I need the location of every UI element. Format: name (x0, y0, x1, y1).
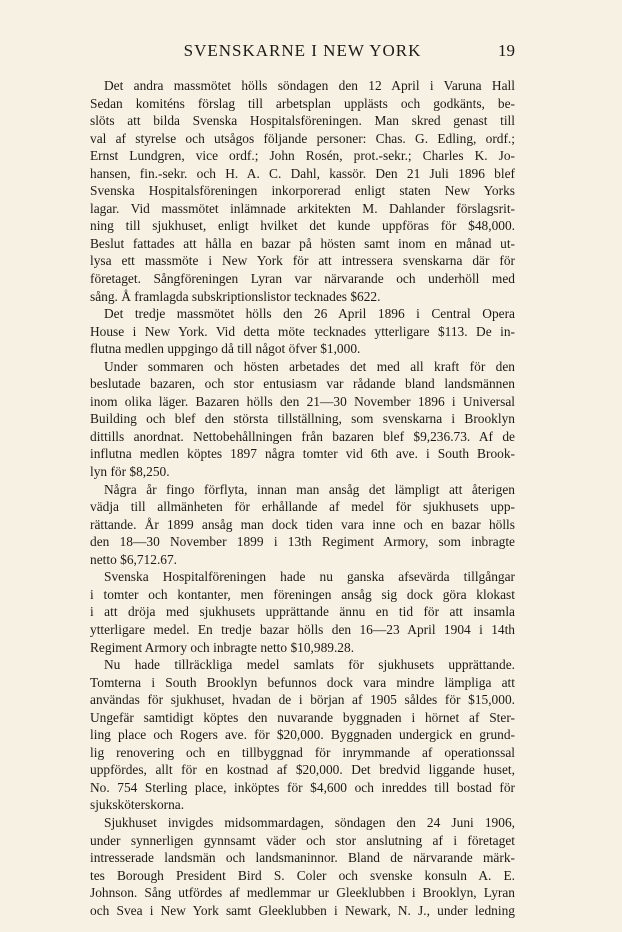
paragraph (90, 358, 515, 481)
text-line: lagar. Vid massmötet inlämnade arkitekten M. Dahlander förslagsrit- (90, 200, 515, 216)
text-line: slöts att bilda Svenska Hospitalsföreningen. Man skred genast till (90, 113, 515, 129)
paragraph (90, 481, 515, 569)
text-line: lig renovering och en tillbyggnad för inrymmande af operationssal (90, 744, 515, 760)
text-line: i tomter och kontanter, men föreningen ansåg sig dock göra klokast (90, 586, 515, 602)
text-line: Beslut fattades att hålla en bazar på hösten samt inom en månad ut- (90, 235, 515, 251)
paragraph (90, 656, 515, 814)
text-line: sång. Å framlagda subskriptionslistor tecknades $622. (90, 288, 381, 304)
text-line: flutna medlen uppgingo då till något öfver $1,000. (90, 341, 361, 357)
text-line: Ernst Lundgren, vice ordf.; John Rosén, prot.-sekr.; Charles K. Jo- (90, 148, 515, 164)
text-line: uppfördes, allt för en kostnad af $20,000. Det bredvid liggande huset, (90, 762, 515, 778)
paragraph (90, 305, 515, 358)
text-line: den 18—30 November 1899 i 13th Regiment Armory, som inbragte (90, 534, 515, 550)
paragraph (90, 77, 515, 305)
text-line: Nu hade tillräckliga medel samlats för sjukhusets upprättande. (104, 657, 515, 673)
text-line: rättande. År 1899 ansåg man dock tiden vara inne och en bazar hölls (90, 516, 515, 532)
text-line: hansen, fin.-sekr. och H. A. C. Dahl, kassör. Den 21 Juli 1896 blef (90, 165, 515, 181)
text-line: Det andra massmötet hölls söndagen den 12 April i Varuna Hall (104, 78, 515, 93)
text-line: tes Borough President Bird S. Coler och svenske konsuln A. E. (90, 867, 515, 883)
text-line: intresserade landsmän och landsmaninnor. Bland de närvarande märk- (90, 850, 515, 866)
text-line: Building och blef den största tillställning, som svenskarna i Brooklyn (90, 411, 515, 427)
text-line: företaget. Sångföreningen Lyran var närvarande och underhöll med (90, 271, 515, 287)
text-line: dittills anordnat. Nettobehållningen från bazaren blef $9,236.73. Af de (90, 428, 515, 444)
text-line: House i New York. Vid detta möte tecknades ytterligare $113. De in- (90, 323, 515, 339)
text-line: Det tredje massmötet hölls den 26 April 1896 i Central Opera (104, 306, 515, 322)
text-line: lysa ett massmöte i New York för att intressera svenskarna där för (90, 253, 515, 269)
text-line: No. 754 Sterling place, inköptes för $4,600 och inreddes till bostad för (90, 779, 515, 795)
text-line: inom olika läger. Bazaren hölls den 21—30 November 1896 i Universal (90, 393, 515, 409)
text-line: Regiment Armory och inbragte netto $10,989.28. (90, 639, 355, 655)
text-line: val af styrelse och utsågos följande personer: Chas. G. Edling, ordf.; (90, 130, 515, 146)
text-line: lyn för $8,250. (90, 464, 170, 480)
running-header (90, 41, 515, 61)
text-line: Under sommaren och hösten arbetades det med all kraft för den (104, 358, 515, 374)
text-line: Några år fingo förflyta, innan man ansåg det lämpligt att återigen (104, 481, 515, 497)
text-line: Ungefär samtidigt köptes den nuvarande byggnaden i hörnet af Ster- (90, 709, 515, 725)
text-line: i att dröja med sjukhusets upprättande ännu en tid för att insamla (90, 604, 515, 620)
paragraph (90, 814, 515, 919)
text-line: Svenska Hospitalsföreningen inkorporerad enligt staten New Yorks (90, 183, 515, 199)
text-line: användas för sjukhuset, hvadan de i början af 1905 såldes för $15,000. (90, 692, 515, 708)
text-line: Sedan komiténs förslag till arbetsplan upplästs och godkänts, be- (90, 95, 515, 111)
paragraph (90, 568, 515, 656)
text-line: under synnerligen gynnsamt väder och stor anslutning af i företaget (90, 832, 515, 848)
text-line: Svenska Hospitalföreningen hade nu ganska afsevärda tillgångar (104, 569, 515, 585)
text-line: ning till sjukhuset, enligt hvilket det kunde uppföras för $48,000. (90, 218, 515, 234)
page-number: 19 (498, 41, 515, 60)
text-line: Tomterna i South Brooklyn befunnos dock vara mindre lämpliga att (90, 674, 515, 690)
running-title: SVENSKARNE I NEW YORK (183, 41, 422, 60)
text-line: ling place och Rogers ave. för $20,000. Byggnaden undergick en grund- (90, 727, 515, 743)
text-line: sjuksköterskorna. (90, 797, 185, 813)
text-line: och Svea i New York samt Gleeklubben i Newark, N. J., under ledning (90, 902, 515, 918)
text-line: ytterligare medel. En tredje bazar hölls den 16—23 April 1904 i 14th (90, 621, 515, 637)
body-text (90, 77, 515, 919)
text-line: Sjukhuset invigdes midsommardagen, söndagen den 24 Juni 1906, (104, 814, 515, 830)
text-line: Johnson. Sång utfördes af medlemmar ur Gleeklubben i Brooklyn, Lyran (90, 885, 515, 901)
text-line: beslutade bazaren, och stor entusiasm var rådande bland landsmännen (90, 376, 515, 392)
text-line: netto $6,712.67. (90, 551, 178, 567)
text-line: influtna medlen köptes 1897 några tomter vid 6th ave. i South Brook- (90, 446, 515, 462)
text-line: vädja till allmänheten för erhållande af medel för sjukhusets upp- (90, 499, 515, 515)
